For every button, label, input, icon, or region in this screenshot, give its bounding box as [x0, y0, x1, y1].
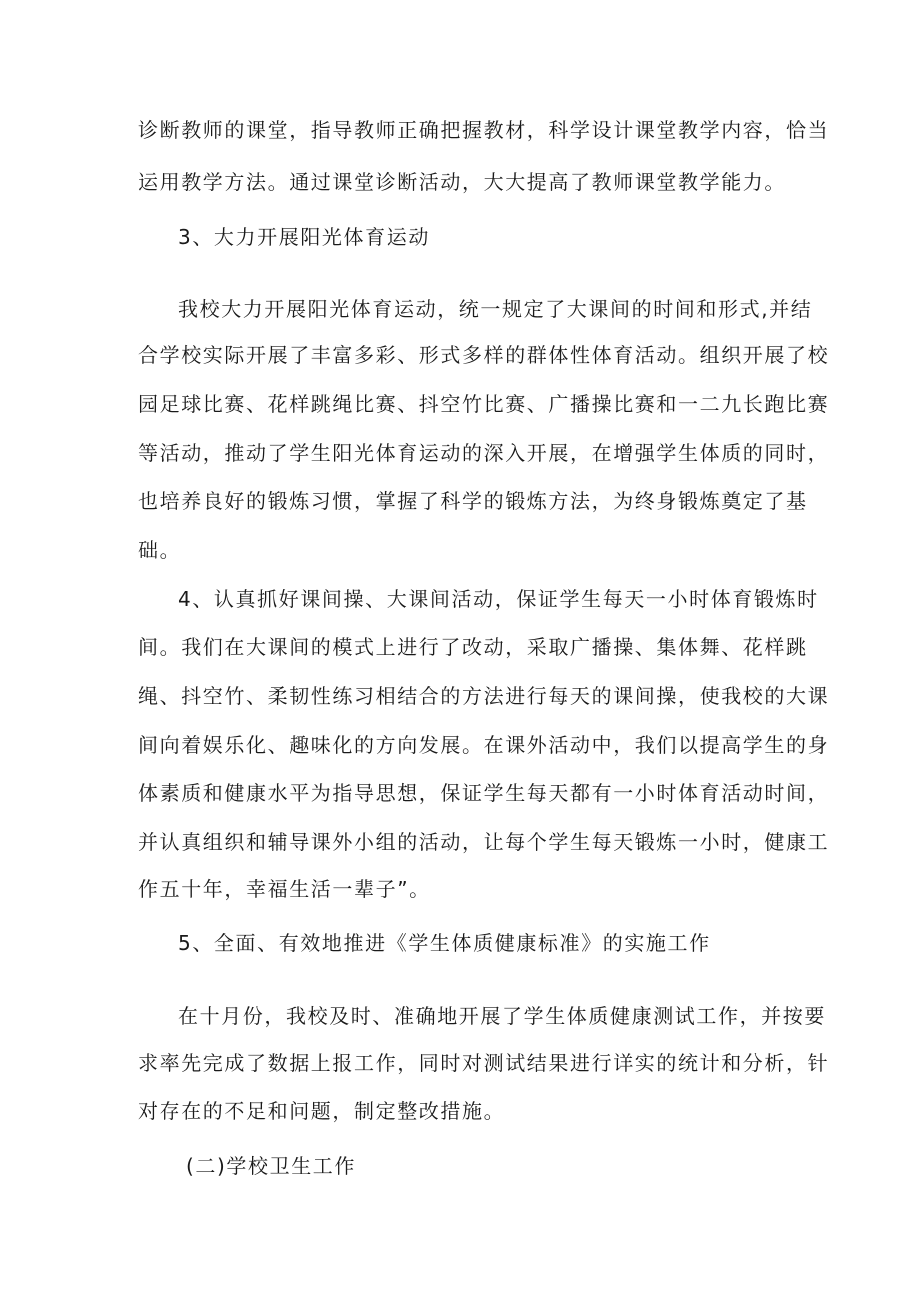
body-text-line: 也培养良好的锻炼习惯，掌握了科学的锻炼方法，为终身锻炼奠定了基: [138, 489, 808, 513]
body-text-line: 等活动，推动了学生阳光体育运动的深入开展，在增强学生体质的同时，: [138, 441, 830, 465]
body-text-line: 并认真组织和辅导课外小组的活动，让每个学生每天锻炼一小时，健康工: [138, 830, 830, 854]
body-text-line: 我校大力开展阳光体育运动，统一规定了大课间的时间和形式,并结: [178, 297, 813, 321]
body-text-line: 求率先完成了数据上报工作，同时对测试结果进行详实的统计和分析，针: [138, 1051, 830, 1075]
body-text-line: 体素质和健康水平为指导思想，保证学生每天都有一小时体育活动时间，: [138, 781, 830, 805]
section-heading-4: 4、认真抓好课间操、大课间活动，保证学生每天一小时体育锻炼时: [178, 587, 819, 611]
body-text-line: 合学校实际开展了丰富多彩、形式多样的群体性体育活动。组织开展了校: [138, 343, 830, 367]
body-text-line: 运用教学方法。通过课堂诊断活动，大大提高了教师课堂教学能力。: [138, 170, 786, 194]
body-text-line: 对存在的不足和问题，制定整改措施。: [138, 1099, 506, 1123]
body-text-line: 础。: [138, 538, 182, 562]
body-text-line: 园足球比赛、花样跳绳比赛、抖空竹比赛、广播操比赛和一二九长跑比赛: [138, 392, 830, 416]
section-heading-5: 5、全面、有效地推进《学生体质健康标准》的实施工作: [178, 931, 711, 955]
section-heading-school-hygiene: (二)学校卫生工作: [186, 1154, 357, 1178]
body-text-line: 作五十年，幸福生活一辈子”。: [138, 877, 431, 901]
body-text-line: 诊断教师的课堂，指导教师正确把握教材，科学设计课堂教学内容，恰当: [138, 118, 830, 142]
body-text-line: 间。我们在大课间的模式上进行了改动，采取广播操、集体舞、花样跳: [138, 635, 808, 659]
body-text-line: 在十月份，我校及时、准确地开展了学生体质健康测试工作，并按要: [178, 1004, 826, 1028]
body-text-line: 间向着娱乐化、趣味化的方向发展。在课外活动中，我们以提高学生的身: [138, 733, 830, 757]
body-text-line: 绳、抖空竹、柔韧性练习相结合的方法进行每天的课间操，使我校的大课: [138, 684, 830, 708]
section-heading-3: 3、大力开展阳光体育运动: [178, 225, 430, 249]
